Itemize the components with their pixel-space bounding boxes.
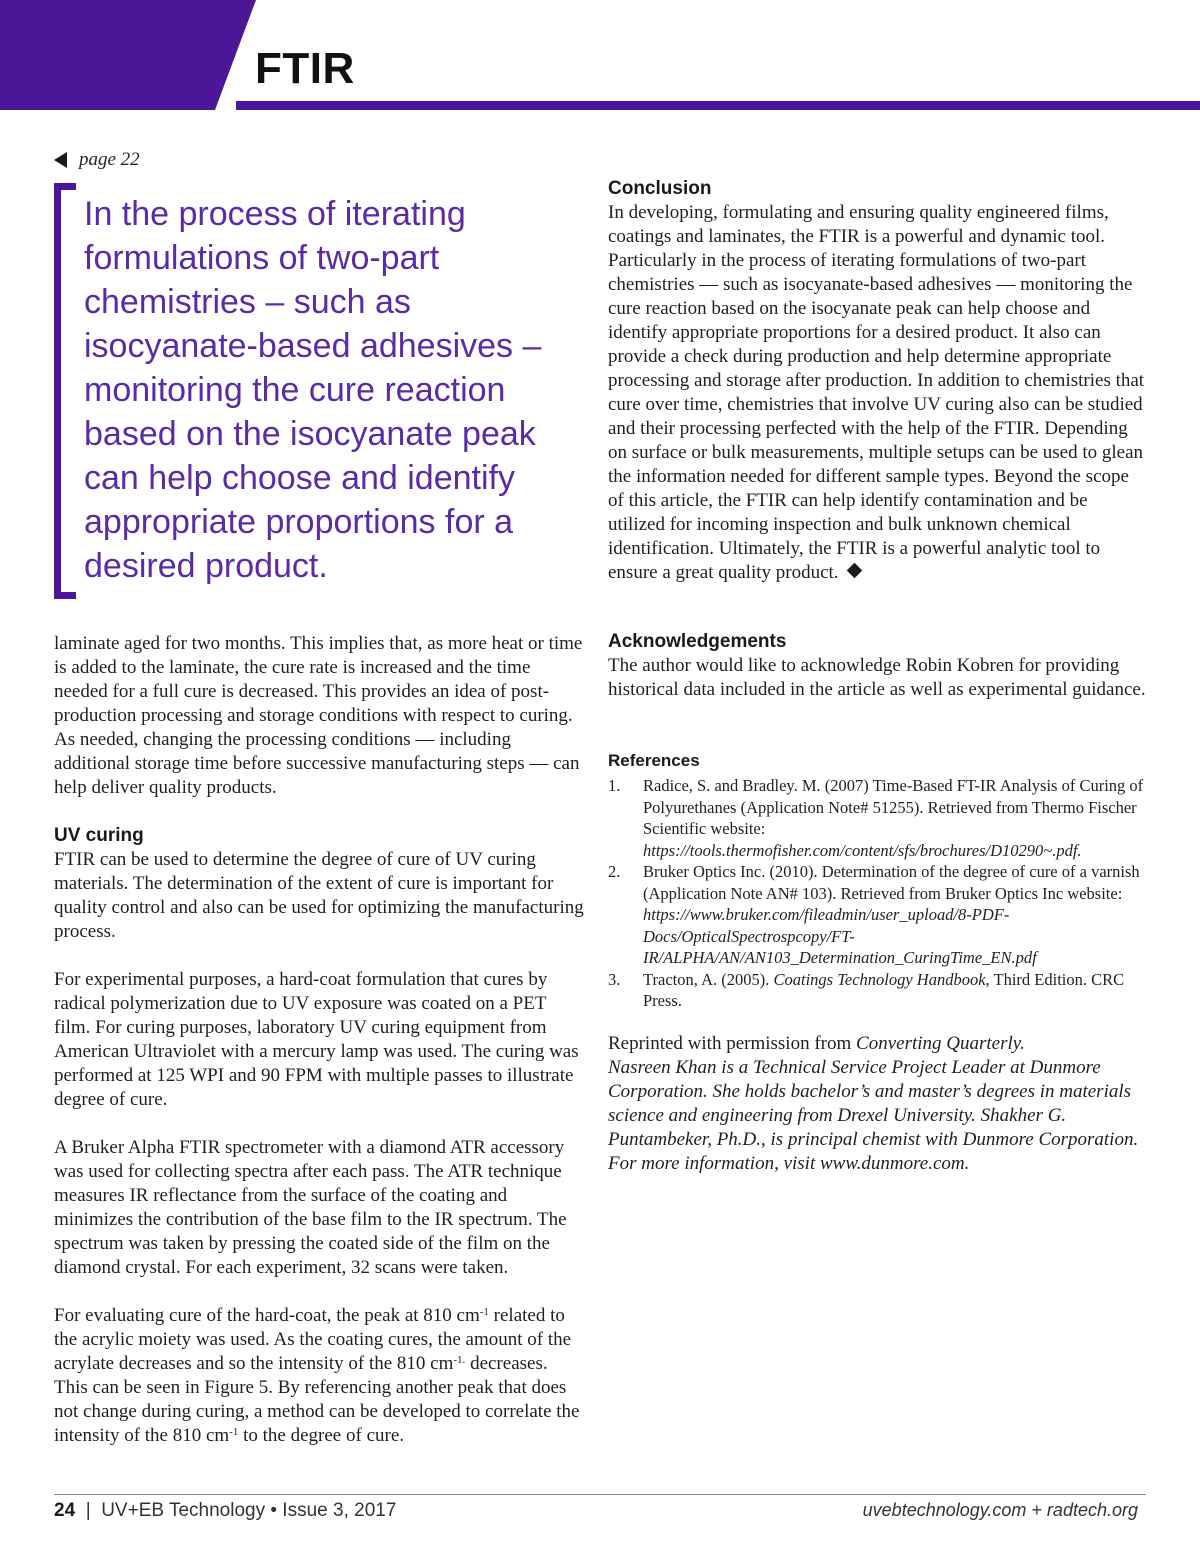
paragraph: A Bruker Alpha FTIR spectrometer with a diamond ATR accessory was used for collecting spectra after each pass. The ATR technique measures IR reflectance from the surface of the coating and minimizes the contribution of the base film to the IR spectrum. The spectrum was taken by pressing the coated side of the film on the diamond crystal. For each experiment, 32 scans were taken.: [54, 1137, 567, 1278]
references-section: [608, 750, 1153, 1012]
paragraph: The author would like to acknowledge Robin Kobren for providing historical data included in the article as well as experimental guidance.: [608, 655, 1146, 700]
footer-rule: [54, 1494, 1146, 1495]
paragraph: For experimental purposes, a hard-coat formulation that cures by radical polymerization due to UV exposure was coated on a PET film. For curing purposes, laboratory UV curing equipment from American Ultraviolet with a mercury lamp was used. The curing was performed at 125 WPI and 90 FPM with multiple passes to illustrate degree of cure.: [54, 969, 579, 1110]
left-triangle-icon: [54, 152, 67, 168]
reference-item: 3. Tracton, A. (2005). Coatings Technology Handbook, Third Edition. CRC Press.: [608, 969, 1125, 1010]
page-ref-label: page 22: [79, 149, 140, 170]
bio-text: Nasreen Khan is a Technical Service Project Leader at Dunmore Corporation. She holds bachelor’s and master’s degrees in materials science and engineering from Drexel University. Shakher G. Puntambeker, Ph.D., is principal chemist with Dunmore Corporation. For more information, visit www.dunmore.com.: [608, 1057, 1139, 1174]
conclusion-section: [608, 177, 1148, 585]
pull-quote: In the process of iterating formulations of two-part chemistries – such as isocyanate-based adhesives – monitoring the cure reaction based on the isocyanate peak can help choose and identify appropriate proportions for a desired product.: [84, 195, 542, 585]
section-heading-conclusion: Conclusion: [608, 178, 712, 199]
paragraph: For evaluating cure of the hard-coat, the peak at 810 $cm^{-1}$ related to the acrylic moiety was used. As the coating cures, the amount of the acrylate decreases and so the intensity of the 810 $cm^{-1.}$ decreases. This can be seen in Figure 5. By referencing another peak that does not change during curing, a method can be developed to correlate the intensity of the 810 $cm^{-1}$ to the degree of cure.: [54, 1305, 580, 1446]
section-title: FTIR: [255, 44, 355, 93]
header-rule: [236, 101, 1200, 110]
reference-link[interactable]: https://www.bruker.com/fileadmin/user_upload/8-PDF-Docs/OpticalSpectrospcopy/FT-IR/ALPHA/AN/AN103_Determination_CuringTime_EN.pdf: [643, 905, 1037, 967]
paragraph: laminate aged for two months. This implies that, as more heat or time is added to the laminate, the cure rate is increased and the time needed for a full cure is decreased. This provides an idea of post-production processing and storage conditions with respect to curing. As needed, changing the processing conditions — including additional storage time before successive manufacturing steps — can help deliver quality products.: [54, 633, 583, 798]
paragraph: FTIR can be used to determine the degree of cure of UV curing materials. The determination of the extent of cure is important for quality control and also can be used for optimizing the manufacturing process.: [54, 849, 584, 942]
pull-quote-bracket: [54, 183, 76, 599]
page-number: 24: [54, 1500, 76, 1521]
section-heading-acknowledgements: Acknowledgements: [608, 631, 787, 652]
footer-websites[interactable]: uvebtechnology.com + radtech.org: [862, 1500, 1138, 1520]
section-heading-references: References: [608, 751, 700, 770]
left-column: [54, 632, 584, 1448]
reference-item: 2. Bruker Optics Inc. (2010). Determination of the degree of cure of a varnish (Application Note AN# 103). Retrieved from Bruker Optics Inc website: https://www.bruker.com/fileadmin/user_upload/8-PDF-Docs/OpticalSpectrospcopy/FT-IR/ALPHA/AN/AN103_Determination_CuringTime_EN.pdf: [608, 862, 1140, 967]
reference-link[interactable]: https://tools.thermofisher.com/content/sfs/brochures/D10290~.pdf.: [643, 840, 1082, 860]
reference-item: 1. Radice, S. and Bradley. M. (2007) Time-Based FT-IR Analysis of Curing of Polyurethanes (Application Note# 51255). Retrieved from Thermo Fischer Scientific website: https://tools.thermofisher.com/content/sfs/brochures/D10290~.pdf.: [608, 776, 1144, 860]
end-mark-diamond-icon: [846, 563, 862, 579]
reprint-credit: Reprinted with permission from Converting Quarterly.: [608, 1033, 1025, 1054]
paragraph: In developing, formulating and ensuring quality engineered films, coatings and laminates, the FTIR is a powerful and dynamic tool. Particularly in the process of iterating formulations of two-part chemistries — such as isocyanate-based adhesives — monitoring the cure reaction based on the isocyanate peak can help choose and identify appropriate proportions for a desired product. It also can provide a check during production and help determine appropriate processing and storage after production. In addition to chemistries that cure over time, chemistries that involve UV curing also can be studied and their processing perfected with the help of the FTIR. Depending on surface or bulk measurements, multiple setups can be used to glean the information needed for different sample types. Beyond the scope of this article, the FTIR can help identify contamination and be utilized for incoming inspection and bulk unknown chemical identification. Ultimately, the FTIR is a powerful analytic tool to ensure a great quality product.: [608, 202, 1145, 583]
acknowledgements-section: [608, 630, 1148, 702]
footer-publication: 24 | UV+EB Technology • Issue 3, 2017: [54, 1500, 397, 1521]
page-continuation-link[interactable]: [54, 149, 140, 171]
header-color-block: [0, 0, 256, 110]
author-bio: [608, 1032, 1153, 1176]
section-heading-uv-curing: UV curing: [54, 825, 144, 846]
